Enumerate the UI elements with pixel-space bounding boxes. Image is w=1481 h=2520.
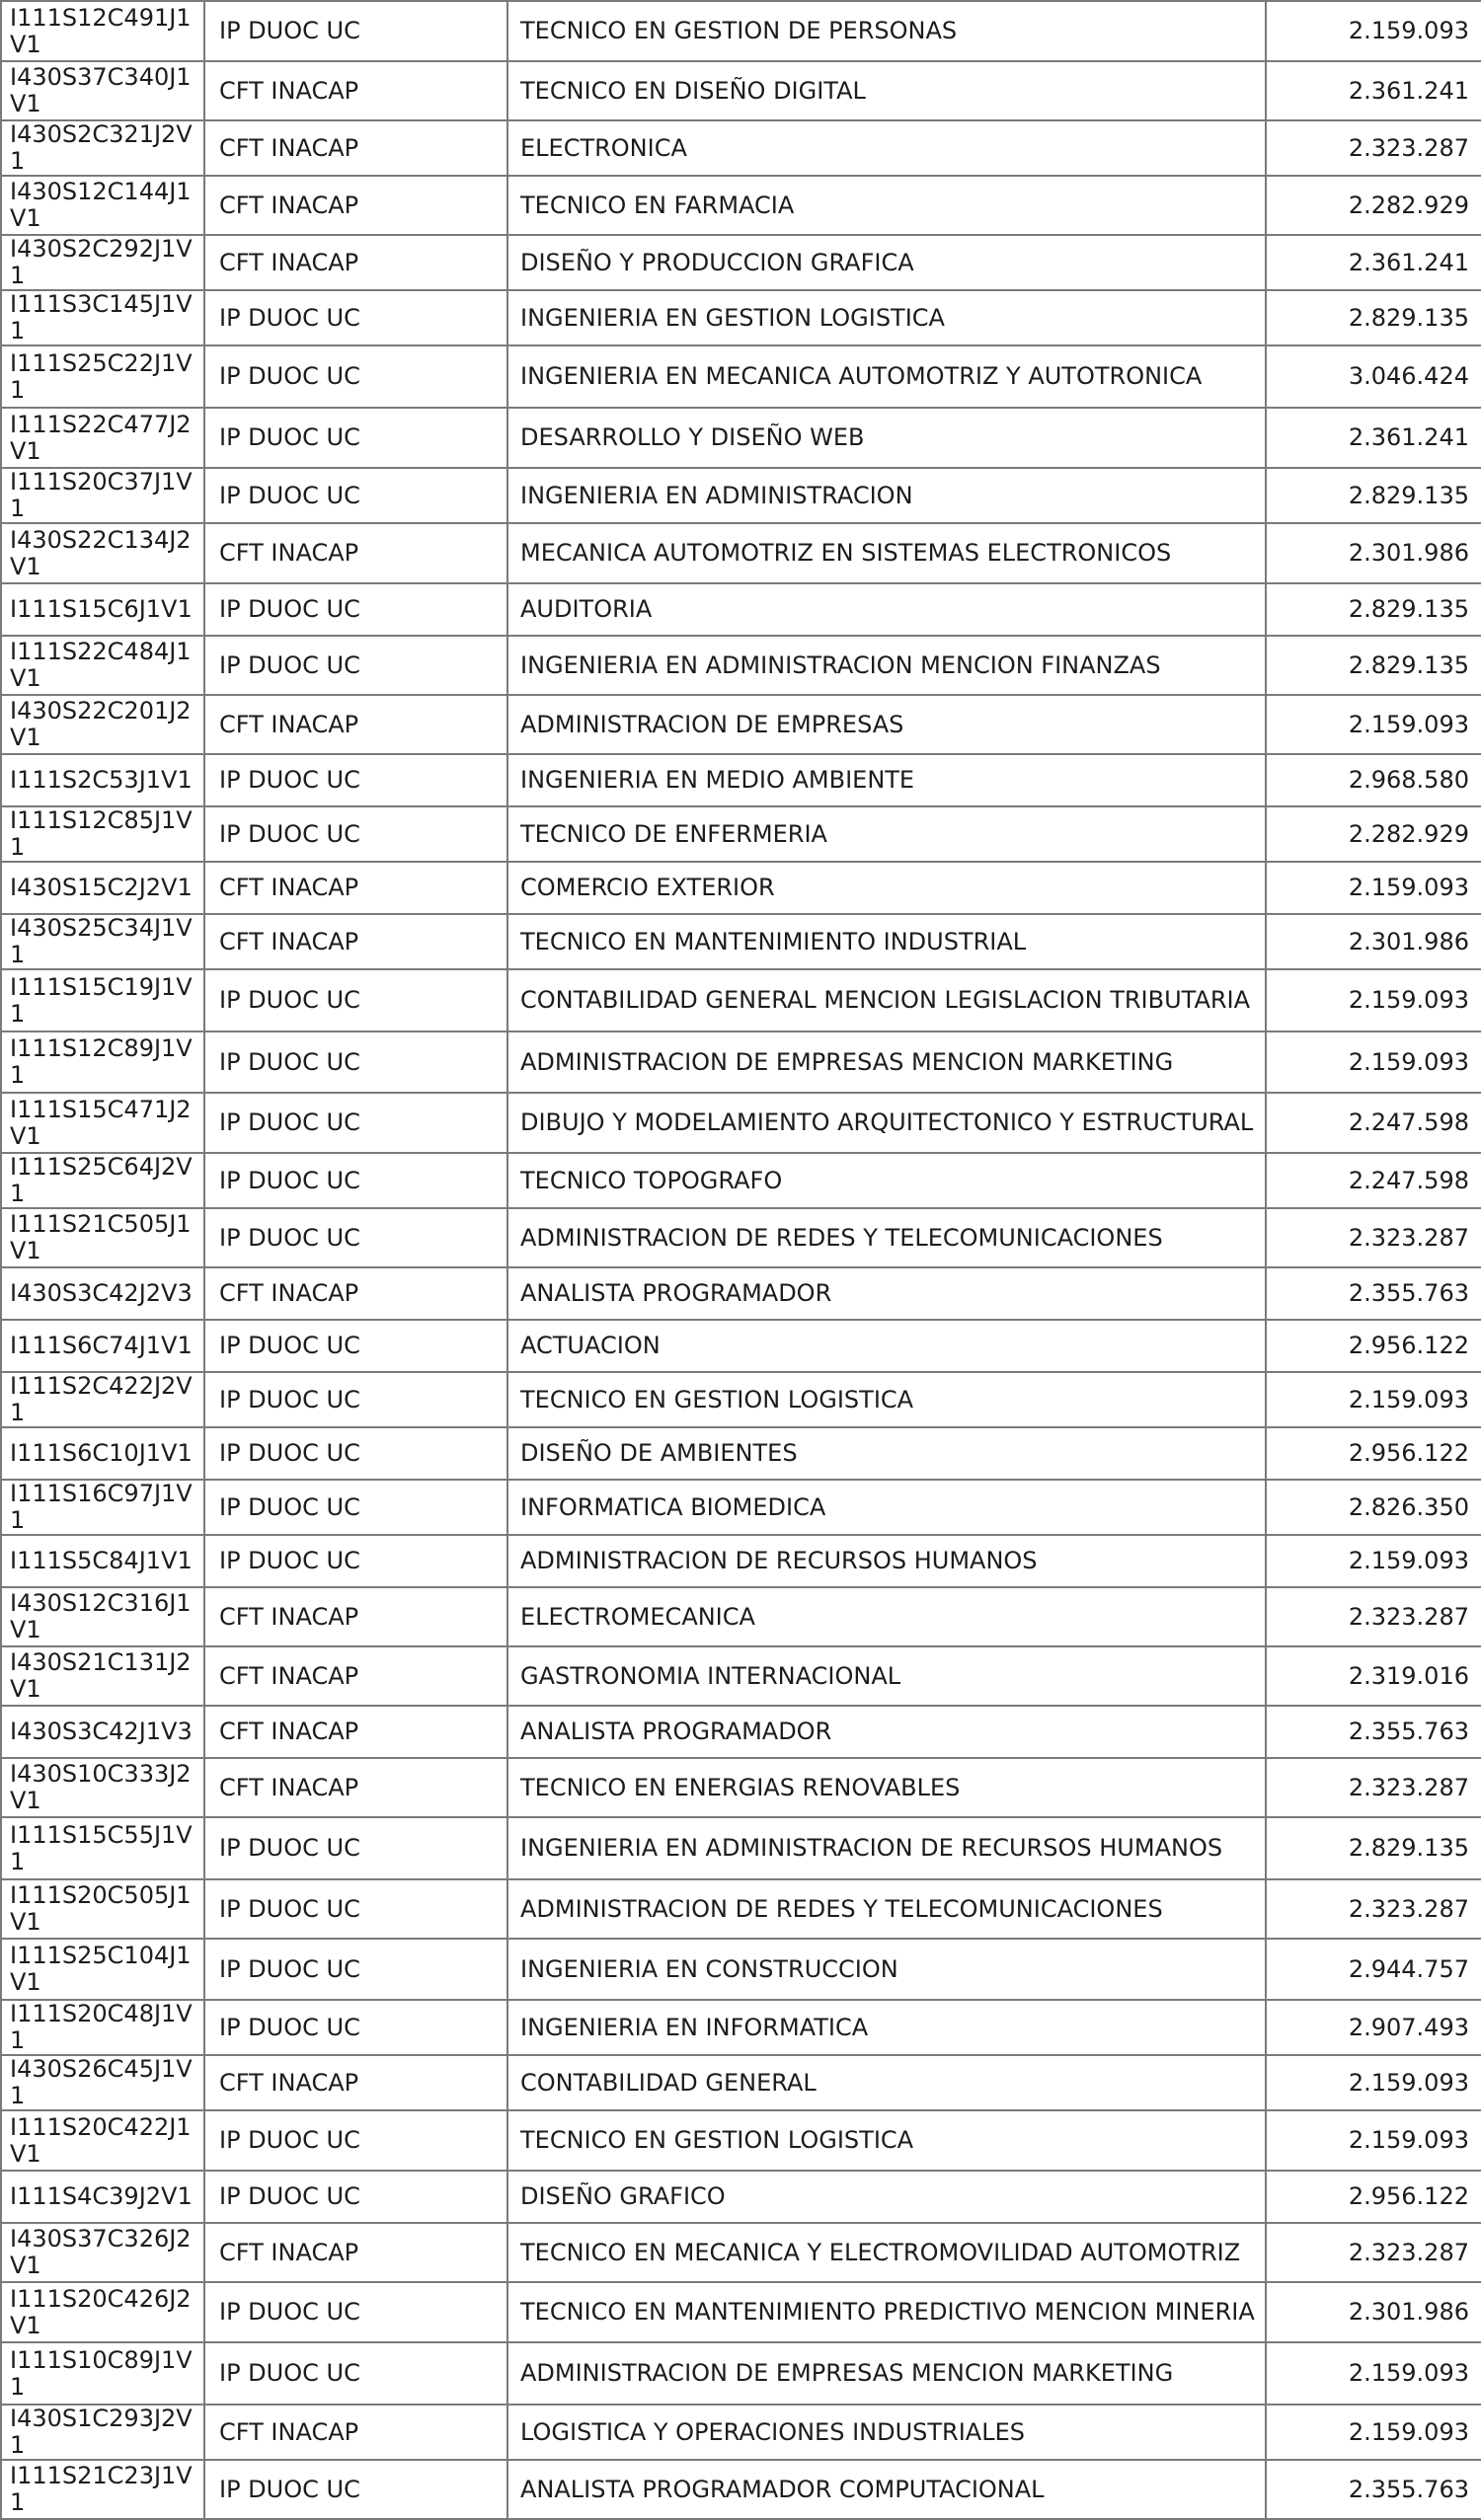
institution-name: IP DUOC UC bbox=[204, 2460, 507, 2519]
institution-name: IP DUOC UC bbox=[204, 2171, 507, 2223]
institution-name: IP DUOC UC bbox=[204, 1939, 507, 2000]
career-code: I111S25C22J1V1 bbox=[1, 345, 204, 408]
amount-value: 2.323.287 bbox=[1266, 1208, 1481, 1267]
amount-value: 2.361.241 bbox=[1266, 235, 1481, 290]
career-name: ELECTROMECANICA bbox=[507, 1587, 1266, 1646]
career-name: ADMINISTRACION DE EMPRESAS bbox=[507, 695, 1266, 754]
institution-name: CFT INACAP bbox=[204, 1587, 507, 1646]
table-row bbox=[1, 1646, 1481, 1706]
career-name: ACTUACION bbox=[507, 1320, 1266, 1372]
institution-name: IP DUOC UC bbox=[204, 636, 507, 695]
table-row bbox=[1, 695, 1481, 754]
table-row bbox=[1, 1208, 1481, 1267]
table-row bbox=[1, 1, 1481, 61]
amount-value: 2.907.493 bbox=[1266, 2000, 1481, 2055]
career-name: TECNICO EN MECANICA Y ELECTROMOVILIDAD AUTOMOTRIZ bbox=[507, 2223, 1266, 2282]
career-name: INFORMATICA BIOMEDICA bbox=[507, 1480, 1266, 1535]
institution-name: IP DUOC UC bbox=[204, 2342, 507, 2405]
career-code: I111S4C39J2V1 bbox=[1, 2171, 204, 2223]
amount-value: 2.319.016 bbox=[1266, 1646, 1481, 1706]
amount-value: 2.323.287 bbox=[1266, 120, 1481, 176]
career-code: I430S37C340J1V1 bbox=[1, 61, 204, 120]
table-row bbox=[1, 636, 1481, 695]
amount-value: 2.159.093 bbox=[1266, 969, 1481, 1031]
career-code: I111S6C10J1V1 bbox=[1, 1427, 204, 1480]
amount-value: 2.355.763 bbox=[1266, 2460, 1481, 2519]
table-row bbox=[1, 969, 1481, 1031]
institution-name: CFT INACAP bbox=[204, 695, 507, 754]
amount-value: 2.323.287 bbox=[1266, 1758, 1481, 1817]
table-row bbox=[1, 2342, 1481, 2405]
amount-value: 2.826.350 bbox=[1266, 1480, 1481, 1535]
career-code: I111S3C145J1V1 bbox=[1, 290, 204, 345]
institution-name: IP DUOC UC bbox=[204, 1320, 507, 1372]
amount-value: 2.355.763 bbox=[1266, 1267, 1481, 1320]
career-name: INGENIERIA EN ADMINISTRACION DE RECURSOS HUMANOS bbox=[507, 1817, 1266, 1879]
amount-value: 2.956.122 bbox=[1266, 2171, 1481, 2223]
career-code: I111S21C505J1V1 bbox=[1, 1208, 204, 1267]
career-name: ANALISTA PROGRAMADOR bbox=[507, 1706, 1266, 1758]
career-code: I430S26C45J1V1 bbox=[1, 2055, 204, 2110]
amount-value: 2.956.122 bbox=[1266, 1427, 1481, 1480]
career-name: AUDITORIA bbox=[507, 583, 1266, 636]
amount-value: 2.159.093 bbox=[1266, 1535, 1481, 1587]
career-name: ADMINISTRACION DE EMPRESAS MENCION MARKETING bbox=[507, 1031, 1266, 1093]
institution-name: CFT INACAP bbox=[204, 1267, 507, 1320]
amount-value: 2.361.241 bbox=[1266, 61, 1481, 120]
amount-value: 2.159.093 bbox=[1266, 862, 1481, 914]
institution-name: IP DUOC UC bbox=[204, 1153, 507, 1208]
career-code: I111S12C89J1V1 bbox=[1, 1031, 204, 1093]
table-row bbox=[1, 1153, 1481, 1208]
career-code: I430S1C293J2V1 bbox=[1, 2405, 204, 2460]
table-row bbox=[1, 754, 1481, 806]
career-code: I111S15C6J1V1 bbox=[1, 583, 204, 636]
career-name: INGENIERIA EN MEDIO AMBIENTE bbox=[507, 754, 1266, 806]
table-row bbox=[1, 2110, 1481, 2171]
career-code: I430S22C134J2V1 bbox=[1, 523, 204, 583]
amount-value: 2.829.135 bbox=[1266, 468, 1481, 523]
table-row bbox=[1, 2055, 1481, 2110]
institution-name: CFT INACAP bbox=[204, 914, 507, 969]
institution-name: IP DUOC UC bbox=[204, 1427, 507, 1480]
career-name: INGENIERIA EN ADMINISTRACION MENCION FINANZAS bbox=[507, 636, 1266, 695]
institution-name: IP DUOC UC bbox=[204, 1, 507, 61]
career-code: I430S22C201J2V1 bbox=[1, 695, 204, 754]
institution-name: CFT INACAP bbox=[204, 176, 507, 235]
amount-value: 2.829.135 bbox=[1266, 290, 1481, 345]
amount-value: 2.159.093 bbox=[1266, 1031, 1481, 1093]
career-name: INGENIERIA EN CONSTRUCCION bbox=[507, 1939, 1266, 2000]
career-name: TECNICO EN ENERGIAS RENOVABLES bbox=[507, 1758, 1266, 1817]
amount-value: 3.046.424 bbox=[1266, 345, 1481, 408]
career-code: I430S12C316J1V1 bbox=[1, 1587, 204, 1646]
career-name: ADMINISTRACION DE REDES Y TELECOMUNICACIONES bbox=[507, 1208, 1266, 1267]
institution-name: IP DUOC UC bbox=[204, 754, 507, 806]
table-row bbox=[1, 1817, 1481, 1879]
amount-value: 2.829.135 bbox=[1266, 1817, 1481, 1879]
amount-value: 2.282.929 bbox=[1266, 806, 1481, 862]
institution-name: CFT INACAP bbox=[204, 120, 507, 176]
career-name: TECNICO EN FARMACIA bbox=[507, 176, 1266, 235]
career-name: ADMINISTRACION DE REDES Y TELECOMUNICACIONES bbox=[507, 1879, 1266, 1939]
career-code: I111S25C64J2V1 bbox=[1, 1153, 204, 1208]
career-name: ADMINISTRACION DE RECURSOS HUMANOS bbox=[507, 1535, 1266, 1587]
amount-value: 2.301.986 bbox=[1266, 523, 1481, 583]
amount-value: 2.361.241 bbox=[1266, 408, 1481, 468]
career-name: CONTABILIDAD GENERAL MENCION LEGISLACION TRIBUTARIA bbox=[507, 969, 1266, 1031]
table-row bbox=[1, 1372, 1481, 1427]
institution-name: IP DUOC UC bbox=[204, 1031, 507, 1093]
career-name: TECNICO TOPOGRAFO bbox=[507, 1153, 1266, 1208]
amount-value: 2.968.580 bbox=[1266, 754, 1481, 806]
career-name: INGENIERIA EN MECANICA AUTOMOTRIZ Y AUTOTRONICA bbox=[507, 345, 1266, 408]
career-name: TECNICO DE ENFERMERIA bbox=[507, 806, 1266, 862]
institution-name: CFT INACAP bbox=[204, 2055, 507, 2110]
institution-name: CFT INACAP bbox=[204, 2405, 507, 2460]
career-name: INGENIERIA EN GESTION LOGISTICA bbox=[507, 290, 1266, 345]
amount-value: 2.159.093 bbox=[1266, 1372, 1481, 1427]
career-code: I111S15C19J1V1 bbox=[1, 969, 204, 1031]
institution-name: IP DUOC UC bbox=[204, 1093, 507, 1153]
career-name: ANALISTA PROGRAMADOR bbox=[507, 1267, 1266, 1320]
institution-name: CFT INACAP bbox=[204, 61, 507, 120]
amount-value: 2.159.093 bbox=[1266, 2342, 1481, 2405]
institution-name: IP DUOC UC bbox=[204, 468, 507, 523]
institution-name: IP DUOC UC bbox=[204, 969, 507, 1031]
career-code: I430S2C321J2V1 bbox=[1, 120, 204, 176]
institution-name: CFT INACAP bbox=[204, 1758, 507, 1817]
career-name: TECNICO EN GESTION LOGISTICA bbox=[507, 2110, 1266, 2171]
table-row bbox=[1, 1879, 1481, 1939]
institution-name: CFT INACAP bbox=[204, 1706, 507, 1758]
career-code: I111S12C491J1V1 bbox=[1, 1, 204, 61]
table-row bbox=[1, 2171, 1481, 2223]
institution-name: IP DUOC UC bbox=[204, 583, 507, 636]
table-row bbox=[1, 176, 1481, 235]
career-code: I430S3C42J1V3 bbox=[1, 1706, 204, 1758]
amount-value: 2.301.986 bbox=[1266, 914, 1481, 969]
career-name: DISEÑO DE AMBIENTES bbox=[507, 1427, 1266, 1480]
table-row bbox=[1, 120, 1481, 176]
table-row bbox=[1, 1427, 1481, 1480]
institution-name: IP DUOC UC bbox=[204, 806, 507, 862]
table-row bbox=[1, 345, 1481, 408]
career-name: ANALISTA PROGRAMADOR COMPUTACIONAL bbox=[507, 2460, 1266, 2519]
career-code: I111S20C422J1V1 bbox=[1, 2110, 204, 2171]
amount-value: 2.247.598 bbox=[1266, 1153, 1481, 1208]
institution-name: IP DUOC UC bbox=[204, 1480, 507, 1535]
table-row bbox=[1, 1758, 1481, 1817]
table-row bbox=[1, 235, 1481, 290]
institution-name: CFT INACAP bbox=[204, 1646, 507, 1706]
institution-name: CFT INACAP bbox=[204, 235, 507, 290]
table-row bbox=[1, 2000, 1481, 2055]
institution-name: IP DUOC UC bbox=[204, 408, 507, 468]
career-name: TECNICO EN GESTION DE PERSONAS bbox=[507, 1, 1266, 61]
table-row bbox=[1, 1706, 1481, 1758]
table-row bbox=[1, 1320, 1481, 1372]
table-row bbox=[1, 2460, 1481, 2519]
table-row bbox=[1, 583, 1481, 636]
table-row bbox=[1, 914, 1481, 969]
career-code: I111S20C48J1V1 bbox=[1, 2000, 204, 2055]
table-row bbox=[1, 1093, 1481, 1153]
institution-name: CFT INACAP bbox=[204, 2223, 507, 2282]
career-name: LOGISTICA Y OPERACIONES INDUSTRIALES bbox=[507, 2405, 1266, 2460]
career-code: I111S22C477J2V1 bbox=[1, 408, 204, 468]
amount-value: 2.159.093 bbox=[1266, 2110, 1481, 2171]
table-row bbox=[1, 2405, 1481, 2460]
amount-value: 2.323.287 bbox=[1266, 1879, 1481, 1939]
career-name: TECNICO EN MANTENIMIENTO PREDICTIVO MENCION MINERIA bbox=[507, 2282, 1266, 2342]
career-code: I430S12C144J1V1 bbox=[1, 176, 204, 235]
career-code: I430S2C292J1V1 bbox=[1, 235, 204, 290]
career-name: GASTRONOMIA INTERNACIONAL bbox=[507, 1646, 1266, 1706]
career-name: TECNICO EN DISEÑO DIGITAL bbox=[507, 61, 1266, 120]
career-code: I430S21C131J2V1 bbox=[1, 1646, 204, 1706]
career-code: I111S2C422J2V1 bbox=[1, 1372, 204, 1427]
table-row bbox=[1, 1267, 1481, 1320]
table-row bbox=[1, 862, 1481, 914]
amount-value: 2.355.763 bbox=[1266, 1706, 1481, 1758]
institution-name: IP DUOC UC bbox=[204, 2000, 507, 2055]
amount-value: 2.159.093 bbox=[1266, 1, 1481, 61]
amount-value: 2.282.929 bbox=[1266, 176, 1481, 235]
amount-value: 2.159.093 bbox=[1266, 695, 1481, 754]
career-code: I111S15C471J2V1 bbox=[1, 1093, 204, 1153]
table-row bbox=[1, 408, 1481, 468]
career-code: I111S12C85J1V1 bbox=[1, 806, 204, 862]
institution-name: IP DUOC UC bbox=[204, 290, 507, 345]
career-code: I111S20C505J1V1 bbox=[1, 1879, 204, 1939]
table-row bbox=[1, 2223, 1481, 2282]
career-code: I111S20C426J2V1 bbox=[1, 2282, 204, 2342]
career-name: TECNICO EN GESTION LOGISTICA bbox=[507, 1372, 1266, 1427]
amount-value: 2.247.598 bbox=[1266, 1093, 1481, 1153]
career-name: MECANICA AUTOMOTRIZ EN SISTEMAS ELECTRONICOS bbox=[507, 523, 1266, 583]
amount-value: 2.301.986 bbox=[1266, 2282, 1481, 2342]
career-code: I111S20C37J1V1 bbox=[1, 468, 204, 523]
career-code: I430S25C34J1V1 bbox=[1, 914, 204, 969]
career-code: I111S5C84J1V1 bbox=[1, 1535, 204, 1587]
careers-table-body bbox=[1, 1, 1481, 2519]
institution-name: IP DUOC UC bbox=[204, 345, 507, 408]
career-name: ELECTRONICA bbox=[507, 120, 1266, 176]
career-code: I111S15C55J1V1 bbox=[1, 1817, 204, 1879]
institution-name: IP DUOC UC bbox=[204, 2110, 507, 2171]
institution-name: IP DUOC UC bbox=[204, 1879, 507, 1939]
table-row bbox=[1, 468, 1481, 523]
career-name: INGENIERIA EN INFORMATICA bbox=[507, 2000, 1266, 2055]
career-code: I111S6C74J1V1 bbox=[1, 1320, 204, 1372]
career-name: ADMINISTRACION DE EMPRESAS MENCION MARKETING bbox=[507, 2342, 1266, 2405]
career-code: I430S37C326J2V1 bbox=[1, 2223, 204, 2282]
amount-value: 2.323.287 bbox=[1266, 1587, 1481, 1646]
amount-value: 2.159.093 bbox=[1266, 2055, 1481, 2110]
career-name: INGENIERIA EN ADMINISTRACION bbox=[507, 468, 1266, 523]
table-row bbox=[1, 2282, 1481, 2342]
amount-value: 2.956.122 bbox=[1266, 1320, 1481, 1372]
table-row bbox=[1, 1031, 1481, 1093]
amount-value: 2.944.757 bbox=[1266, 1939, 1481, 2000]
institution-name: IP DUOC UC bbox=[204, 1372, 507, 1427]
table-row bbox=[1, 1480, 1481, 1535]
table-row bbox=[1, 61, 1481, 120]
institution-name: IP DUOC UC bbox=[204, 1535, 507, 1587]
amount-value: 2.829.135 bbox=[1266, 636, 1481, 695]
career-code: I111S16C97J1V1 bbox=[1, 1480, 204, 1535]
career-name: DESARROLLO Y DISEÑO WEB bbox=[507, 408, 1266, 468]
career-code: I430S15C2J2V1 bbox=[1, 862, 204, 914]
career-code: I430S10C333J2V1 bbox=[1, 1758, 204, 1817]
table-row bbox=[1, 1587, 1481, 1646]
career-name: CONTABILIDAD GENERAL bbox=[507, 2055, 1266, 2110]
career-code: I111S22C484J1V1 bbox=[1, 636, 204, 695]
amount-value: 2.323.287 bbox=[1266, 2223, 1481, 2282]
career-name: DISEÑO GRAFICO bbox=[507, 2171, 1266, 2223]
table-row bbox=[1, 1939, 1481, 2000]
amount-value: 2.159.093 bbox=[1266, 2405, 1481, 2460]
table-row bbox=[1, 1535, 1481, 1587]
table-row bbox=[1, 806, 1481, 862]
institution-name: IP DUOC UC bbox=[204, 1208, 507, 1267]
amount-value: 2.829.135 bbox=[1266, 583, 1481, 636]
table-row bbox=[1, 290, 1481, 345]
career-name: DISEÑO Y PRODUCCION GRAFICA bbox=[507, 235, 1266, 290]
table-row bbox=[1, 523, 1481, 583]
career-code: I111S2C53J1V1 bbox=[1, 754, 204, 806]
career-name: DIBUJO Y MODELAMIENTO ARQUITECTONICO Y ESTRUCTURAL bbox=[507, 1093, 1266, 1153]
institution-name: CFT INACAP bbox=[204, 862, 507, 914]
career-code: I111S10C89J1V1 bbox=[1, 2342, 204, 2405]
institution-name: IP DUOC UC bbox=[204, 2282, 507, 2342]
institution-name: CFT INACAP bbox=[204, 523, 507, 583]
career-code: I111S21C23J1V1 bbox=[1, 2460, 204, 2519]
career-code: I111S25C104J1V1 bbox=[1, 1939, 204, 2000]
institution-name: IP DUOC UC bbox=[204, 1817, 507, 1879]
career-name: TECNICO EN MANTENIMIENTO INDUSTRIAL bbox=[507, 914, 1266, 969]
career-name: COMERCIO EXTERIOR bbox=[507, 862, 1266, 914]
career-code: I430S3C42J2V3 bbox=[1, 1267, 204, 1320]
